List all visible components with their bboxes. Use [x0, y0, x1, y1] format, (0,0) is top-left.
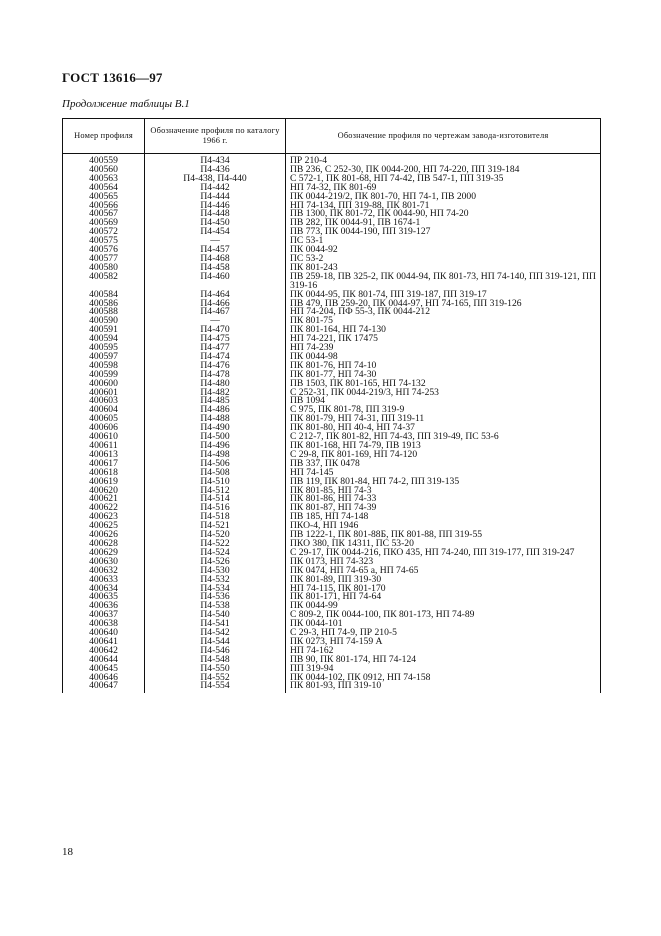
catalog-designation-cell: П4-482 [145, 389, 286, 398]
profile-number-cell: 400611 [63, 442, 145, 451]
catalog-designation-cell: П4-534 [145, 585, 286, 594]
catalog-designation-cell: П4-444 [145, 193, 286, 202]
profile-number-cell: 400623 [63, 513, 145, 522]
catalog-designation-cell: П4-436 [145, 166, 286, 175]
manufacturer-designation-cell: НП 74-162 [286, 647, 601, 656]
manufacturer-designation-cell: ПК 801-87, НП 74-39 [286, 504, 601, 513]
catalog-designation-cell: П4-490 [145, 424, 286, 433]
profile-number-cell: 400560 [63, 166, 145, 175]
manufacturer-designation-cell: ПК 801-75 [286, 317, 601, 326]
catalog-designation-cell: П4-512 [145, 487, 286, 496]
catalog-designation-cell: П4-475 [145, 335, 286, 344]
profile-number-cell: 400584 [63, 291, 145, 300]
profile-number-cell: 400566 [63, 202, 145, 211]
document-code: ГОСТ 13616—97 [62, 70, 163, 85]
manufacturer-designation-cell: ПК 0474, НП 74-65 а, НП 74-65 [286, 567, 601, 576]
column-header-catalog-1966: Обозначение профиля по каталогу 1966 г. [145, 119, 286, 154]
catalog-designation-cell: П4-496 [145, 442, 286, 451]
catalog-designation-cell: П4-510 [145, 478, 286, 487]
manufacturer-designation-cell: ПК 0173, НП 74-323 [286, 558, 601, 567]
catalog-designation-cell: П4-506 [145, 460, 286, 469]
catalog-designation-cell: П4-466 [145, 300, 286, 309]
manufacturer-designation-cell: ПВ 119, ПК 801-84, НП 74-2, ПП 319-135 [286, 478, 601, 487]
page-number: 18 [62, 846, 73, 858]
manufacturer-designation-cell: С 29-3, НП 74-9, ПР 210-5 [286, 629, 601, 638]
profile-number-cell: 400619 [63, 478, 145, 487]
catalog-designation-cell: П4-454 [145, 228, 286, 237]
profiles-table [62, 118, 601, 693]
manufacturer-designation-cell: НП 74-204, ПФ 55-3, ПК 0044-212 [286, 308, 601, 317]
catalog-designation-cell: П4-548 [145, 656, 286, 665]
profile-number-cell: 400618 [63, 469, 145, 478]
manufacturer-designation-cell: ПК 0273, НП 74-159 А [286, 638, 601, 647]
manufacturer-designation-cell: НП 74-145 [286, 469, 601, 478]
catalog-designation-cell: П4-538 [145, 602, 286, 611]
catalog-designation-cell: П4-477 [145, 344, 286, 353]
profile-number-cell: 400606 [63, 424, 145, 433]
profile-number-cell: 400637 [63, 611, 145, 620]
profile-number-cell: 400567 [63, 210, 145, 219]
catalog-designation-cell: П4-544 [145, 638, 286, 647]
catalog-designation-cell: П4-442 [145, 184, 286, 193]
profile-number-cell: 400586 [63, 300, 145, 309]
catalog-designation-cell: П4-552 [145, 674, 286, 683]
manufacturer-designation-cell: ПВ 773, ПК 0044-190, ПП 319-127 [286, 228, 601, 237]
catalog-designation-cell: П4-468 [145, 255, 286, 264]
manufacturer-designation-cell: ПКО-4, НП 1946 [286, 522, 601, 531]
profile-number-cell: 400620 [63, 487, 145, 496]
table-header [63, 119, 601, 154]
manufacturer-designation-cell: ПК 0044-101 [286, 620, 601, 629]
profile-number-cell: 400559 [63, 154, 145, 166]
profile-number-cell: 400575 [63, 237, 145, 246]
catalog-designation-cell: П4-514 [145, 495, 286, 504]
manufacturer-designation-cell: ПК 0044-99 [286, 602, 601, 611]
column-header-profile-number: Номер профиля [63, 119, 145, 154]
profile-number-cell: 400595 [63, 344, 145, 353]
catalog-designation-cell: П4-488 [145, 415, 286, 424]
profile-number-cell: 400590 [63, 317, 145, 326]
catalog-designation-cell: П4-486 [145, 406, 286, 415]
manufacturer-designation-cell: ПК 0044-92 [286, 246, 601, 255]
catalog-designation-cell: П4-434 [145, 154, 286, 166]
profile-number-cell: 400625 [63, 522, 145, 531]
profile-number-cell: 400601 [63, 389, 145, 398]
profile-number-cell: 400632 [63, 567, 145, 576]
manufacturer-designation-cell: ПВ 236, С 252-30, ПК 0044-200, НП 74-220, ПП 319-184 [286, 166, 601, 175]
table-body [63, 154, 601, 694]
profile-number-cell: 400644 [63, 656, 145, 665]
profile-number-cell: 400641 [63, 638, 145, 647]
manufacturer-designation-cell: С 212-7, ПК 801-82, НП 74-43, ПП 319-49, ПС 53-6 [286, 433, 601, 442]
profile-number-cell: 400633 [63, 576, 145, 585]
table-row [63, 228, 601, 237]
catalog-designation-cell: П4-470 [145, 326, 286, 335]
manufacturer-designation-cell: ПК 801-77, НП 74-30 [286, 371, 601, 380]
table-row [63, 246, 601, 255]
manufacturer-designation-cell: ПС 53-2 [286, 255, 601, 264]
profile-number-cell: 400621 [63, 495, 145, 504]
catalog-designation-cell: П4-522 [145, 540, 286, 549]
profile-number-cell: 400640 [63, 629, 145, 638]
catalog-designation-cell: П4-518 [145, 513, 286, 522]
catalog-designation-cell: П4-498 [145, 451, 286, 460]
profile-number-cell: 400582 [63, 273, 145, 291]
profile-number-cell: 400572 [63, 228, 145, 237]
manufacturer-designation-cell: ПВ 479, ПВ 259-20, ПК 0044-97, НП 74-165, ПП 319-126 [286, 300, 601, 309]
catalog-designation-cell: П4-532 [145, 576, 286, 585]
manufacturer-designation-cell: ПР 210-4 [286, 154, 601, 166]
manufacturer-designation-cell: ПВ 259-18, ПВ 325-2, ПК 0044-94, ПК 801-73, НП 74-140, ПП 319-121, ПП 319-16 [286, 273, 601, 291]
profile-number-cell: 400646 [63, 674, 145, 683]
catalog-designation-cell: — [145, 237, 286, 246]
manufacturer-designation-cell: С 809-2, ПК 0044-100, ПК 801-173, НП 74-89 [286, 611, 601, 620]
manufacturer-designation-cell: ПС 53-1 [286, 237, 601, 246]
manufacturer-designation-cell: ПВ 1503, ПК 801-165, НП 74-132 [286, 380, 601, 389]
manufacturer-designation-cell: НП 74-221, ПК 17475 [286, 335, 601, 344]
manufacturer-designation-cell: НП 74-32, ПК 801-69 [286, 184, 601, 193]
catalog-designation-cell: П4-550 [145, 665, 286, 674]
profile-number-cell: 400599 [63, 371, 145, 380]
manufacturer-designation-cell: ПК 801-85, НП 74-3 [286, 487, 601, 496]
manufacturer-designation-cell: ПК 801-89, ПП 319-30 [286, 576, 601, 585]
catalog-designation-cell: П4-438, П4-440 [145, 175, 286, 184]
profile-number-cell: 400610 [63, 433, 145, 442]
manufacturer-designation-cell: С 29-17, ПК 0044-216, ПКО 435, НП 74-240, ПП 319-177, ПП 319-247 [286, 549, 601, 558]
manufacturer-designation-cell: НП 74-115, ПК 801-170 [286, 585, 601, 594]
catalog-designation-cell: П4-536 [145, 593, 286, 602]
manufacturer-designation-cell: ПКО 380, ПК 14311, ПС 53-20 [286, 540, 601, 549]
catalog-designation-cell: П4-460 [145, 273, 286, 291]
table-caption: Продолжение таблицы В.1 [62, 98, 190, 110]
profile-number-cell: 400563 [63, 175, 145, 184]
manufacturer-designation-cell: ПК 0044-98 [286, 353, 601, 362]
catalog-designation-cell: П4-450 [145, 219, 286, 228]
catalog-designation-cell: П4-508 [145, 469, 286, 478]
profile-number-cell: 400636 [63, 602, 145, 611]
catalog-designation-cell: П4-500 [145, 433, 286, 442]
manufacturer-designation-cell: НП 74-134, ПП 319-88, ПК 801-71 [286, 202, 601, 211]
catalog-designation-cell: П4-478 [145, 371, 286, 380]
manufacturer-designation-cell: С 975, ПК 801-78, ПП 319-9 [286, 406, 601, 415]
profile-number-cell: 400604 [63, 406, 145, 415]
profile-number-cell: 400569 [63, 219, 145, 228]
profile-number-cell: 400622 [63, 504, 145, 513]
catalog-designation-cell: П4-540 [145, 611, 286, 620]
profile-number-cell: 400638 [63, 620, 145, 629]
profile-number-cell: 400564 [63, 184, 145, 193]
manufacturer-designation-cell: ПК 801-93, ПП 319-10 [286, 682, 601, 693]
table-row [63, 389, 601, 398]
catalog-designation-cell: П4-474 [145, 353, 286, 362]
catalog-designation-cell: П4-520 [145, 531, 286, 540]
manufacturer-designation-cell: ПК 801-80, НП 40-4, НП 74-37 [286, 424, 601, 433]
catalog-designation-cell: П4-448 [145, 210, 286, 219]
profile-number-cell: 400629 [63, 549, 145, 558]
catalog-designation-cell: П4-516 [145, 504, 286, 513]
catalog-designation-cell: П4-526 [145, 558, 286, 567]
manufacturer-designation-cell: ПВ 185, НП 74-148 [286, 513, 601, 522]
manufacturer-designation-cell: ПВ 1222-1, ПК 801-88Б, ПК 801-88, ПП 319-55 [286, 531, 601, 540]
column-header-manufacturer-drawing: Обозначение профиля по чертежам завода-изготовителя [286, 119, 601, 154]
manufacturer-designation-cell: ПК 801-168, НП 74-79, ПВ 1913 [286, 442, 601, 451]
profile-number-cell: 400613 [63, 451, 145, 460]
profile-number-cell: 400594 [63, 335, 145, 344]
catalog-designation-cell: П4-446 [145, 202, 286, 211]
profile-number-cell: 400576 [63, 246, 145, 255]
catalog-designation-cell: П4-476 [145, 362, 286, 371]
manufacturer-designation-cell: ПВ 337, ПК 0478 [286, 460, 601, 469]
manufacturer-designation-cell: ПВ 1300, ПК 801-72, ПК 0044-90, НП 74-20 [286, 210, 601, 219]
manufacturer-designation-cell: С 29-8, ПК 801-169, НП 74-120 [286, 451, 601, 460]
table-row [63, 682, 601, 693]
manufacturer-designation-cell: НП 74-239 [286, 344, 601, 353]
manufacturer-designation-cell: ПК 801-164, НП 74-130 [286, 326, 601, 335]
manufacturer-designation-cell: ПВ 282, ПК 0044-91, ПВ 1674-1 [286, 219, 601, 228]
catalog-designation-cell: П4-554 [145, 682, 286, 693]
manufacturer-designation-cell: С 572-1, ПК 801-68, НП 74-42, ПВ 547-1, ПП 319-35 [286, 175, 601, 184]
manufacturer-designation-cell: ПК 0044-219/2, ПК 801-70, НП 74-1, ПВ 2000 [286, 193, 601, 202]
manufacturer-designation-cell: ПК 801-171, НП 74-64 [286, 593, 601, 602]
manufacturer-designation-cell: ПК 801-243 [286, 264, 601, 273]
catalog-designation-cell: П4-521 [145, 522, 286, 531]
manufacturer-designation-cell: ПК 0044-95, ПК 801-74, ПП 319-187, ПП 319-17 [286, 291, 601, 300]
catalog-designation-cell: — [145, 317, 286, 326]
profile-number-cell: 400565 [63, 193, 145, 202]
table-row [63, 273, 601, 291]
profile-number-cell: 400617 [63, 460, 145, 469]
catalog-designation-cell: П4-524 [145, 549, 286, 558]
profile-number-cell: 400628 [63, 540, 145, 549]
profile-number-cell: 400600 [63, 380, 145, 389]
catalog-designation-cell: П4-464 [145, 291, 286, 300]
profile-number-cell: 400645 [63, 665, 145, 674]
profile-number-cell: 400634 [63, 585, 145, 594]
profile-number-cell: 400577 [63, 255, 145, 264]
manufacturer-designation-cell: ПК 801-79, НП 74-31, ПП 319-11 [286, 415, 601, 424]
catalog-designation-cell: П4-485 [145, 397, 286, 406]
manufacturer-designation-cell: ПК 801-76, НП 74-10 [286, 362, 601, 371]
profile-number-cell: 400598 [63, 362, 145, 371]
profile-number-cell: 400580 [63, 264, 145, 273]
catalog-designation-cell: П4-457 [145, 246, 286, 255]
profile-number-cell: 400588 [63, 308, 145, 317]
manufacturer-designation-cell: ПК 801-86, НП 74-33 [286, 495, 601, 504]
profile-number-cell: 400591 [63, 326, 145, 335]
profile-number-cell: 400630 [63, 558, 145, 567]
catalog-designation-cell: П4-458 [145, 264, 286, 273]
profile-number-cell: 400597 [63, 353, 145, 362]
profile-number-cell: 400626 [63, 531, 145, 540]
profile-number-cell: 400603 [63, 397, 145, 406]
manufacturer-designation-cell: ПП 319-94 [286, 665, 601, 674]
catalog-designation-cell: П4-546 [145, 647, 286, 656]
profile-number-cell: 400635 [63, 593, 145, 602]
manufacturer-designation-cell: ПВ 1094 [286, 397, 601, 406]
manufacturer-designation-cell: ПК 0044-102, ПК 0912, НП 74-158 [286, 674, 601, 683]
catalog-designation-cell: П4-467 [145, 308, 286, 317]
profile-number-cell: 400605 [63, 415, 145, 424]
manufacturer-designation-cell: ПВ 90, ПК 801-174, НП 74-124 [286, 656, 601, 665]
catalog-designation-cell: П4-480 [145, 380, 286, 389]
manufacturer-designation-cell: С 252-31, ПК 0044-219/3, НП 74-253 [286, 389, 601, 398]
profile-number-cell: 400642 [63, 647, 145, 656]
catalog-designation-cell: П4-530 [145, 567, 286, 576]
catalog-designation-cell: П4-541 [145, 620, 286, 629]
profile-number-cell: 400647 [63, 682, 145, 693]
catalog-designation-cell: П4-542 [145, 629, 286, 638]
